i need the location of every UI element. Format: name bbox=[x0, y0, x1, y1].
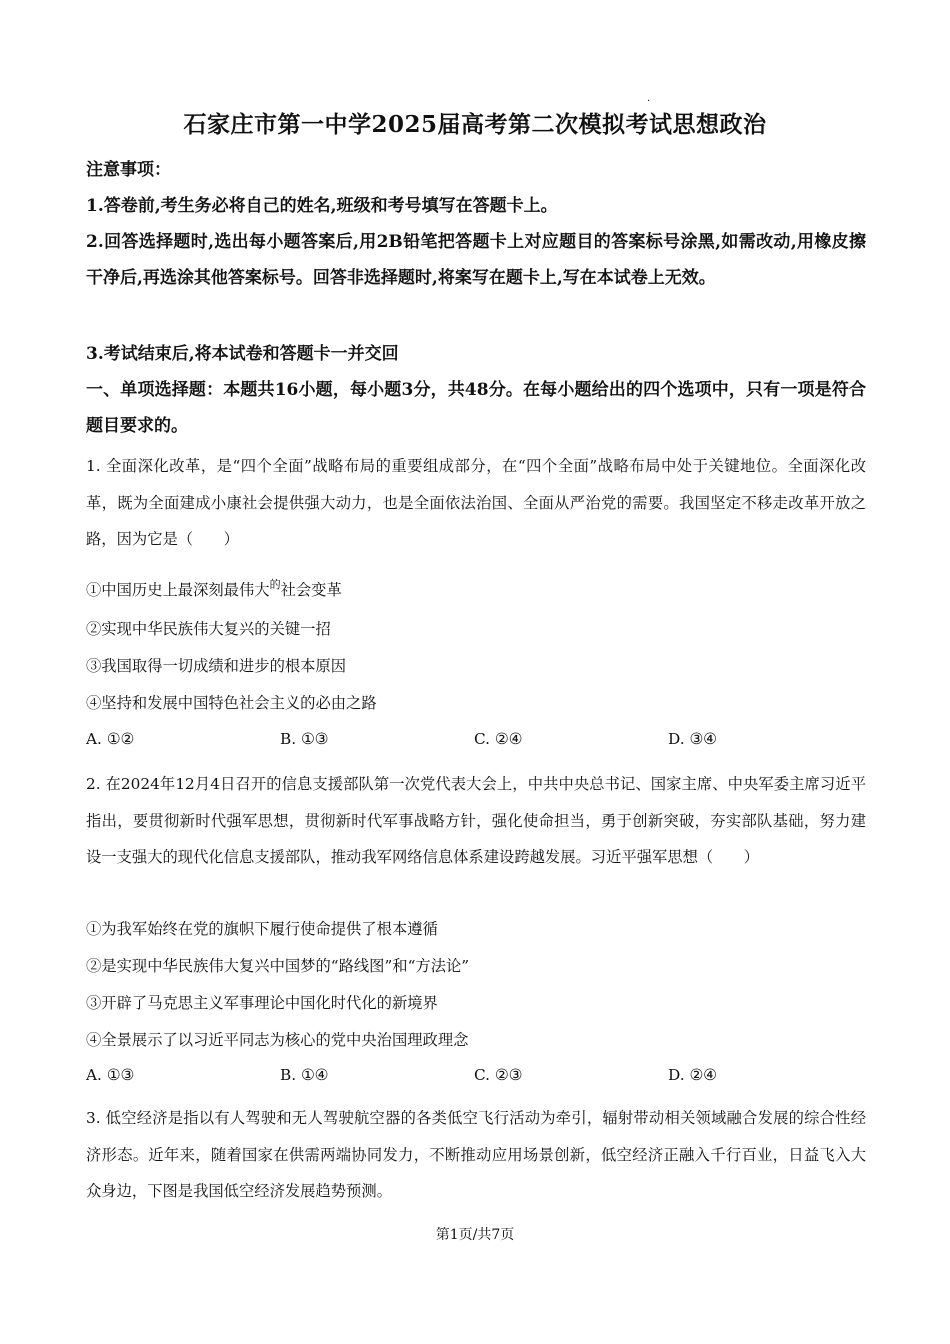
question-2-option-4: ④全景展示了以习近平同志为核心的党中央治国理政理念 bbox=[86, 1031, 469, 1049]
question-2-option-3: ③开辟了马克思主义军事理论中国化时代化的新境界 bbox=[86, 994, 438, 1012]
question-2-stem: 2. 在2024年12月4日召开的信息支援部队第一次党代表大会上，中共中央总书记、国家主席、中央军委主席习近平指出，要贯彻新时代强军思想，贯彻新时代军事战略方针，强化使命担当，勇于创新突破，夯实部队基础，努力建设一支强大的现代化信息支援部队，推动我军网络信息体系建设跨越发展。习近平强军思想（ ） bbox=[86, 775, 866, 866]
question-1-option-2: ②实现中华民族伟大复兴的关键一招 bbox=[86, 620, 331, 638]
question-1-option-3: ③我国取得一切成绩和进步的根本原因 bbox=[86, 657, 347, 675]
decorative-dot: · bbox=[647, 96, 651, 107]
choice-d: D. ②④ bbox=[668, 1066, 717, 1084]
notice-item-2: 2.回答选择题时,选出每小题答案后,用2B铅笔把答题卡上对应题目的答案标号涂黑,如需改动,用橡皮擦干净后,再选涂其他答案标号。回答非选择题时,将案写在题卡上,写在本试卷上无效。 bbox=[86, 232, 866, 288]
notice-item-1: 1.答卷前,考生务必将自己的姓名,班级和考号填写在答题卡上。 bbox=[86, 196, 558, 216]
choice-c: C. ②③ bbox=[474, 1066, 523, 1084]
choice-c: C. ②④ bbox=[474, 730, 523, 748]
choice-b: B. ①③ bbox=[280, 730, 329, 748]
question-1-stem: 1. 全面深化改革，是“四个全面”战略布局的重要组成部分，在“四个全面”战略布局中处于关键地位。全面深化改革，既为全面建成小康社会提供强大动力，也是全面依法治国、全面从严治党的需要。我国坚定不移走改革开放之路，因为它是（ ） bbox=[86, 457, 866, 548]
question-2-option-1: ①为我军始终在党的旗帜下履行使命提供了根本遵循 bbox=[86, 920, 438, 938]
section-heading: 一、单项选择题：本题共16小题，每小题3分，共48分。在每小题给出的四个选项中，只有一项是符合题目要求的。 bbox=[86, 380, 866, 436]
notice-item-3: 3.考试结束后,将本试卷和答题卡一并交回 bbox=[86, 344, 399, 364]
page-number: 第1页/共7页 bbox=[435, 1227, 515, 1243]
question-3-stem: 3. 低空经济是指以有人驾驶和无人驾驶航空器的各类低空飞行活动为牵引，辐射带动相关领域融合发展的综合性经济形态。近年来，随着国家在供需两端协同发力，不断推动应用场景创新，低空经济正融入千行百业，日益飞入大众身边，下图是我国低空经济发展趋势预测。 bbox=[86, 1109, 866, 1200]
choice-a: A. ①③ bbox=[86, 1066, 135, 1084]
choice-d: D. ③④ bbox=[668, 730, 717, 748]
choice-a: A. ①② bbox=[86, 730, 135, 748]
question-1-option-1: ①中国历史上最深刻最伟大$^的$社会变革 bbox=[86, 578, 342, 599]
page-title: 石家庄市第一中学2025届高考第二次模拟考试思想政治 bbox=[183, 111, 767, 138]
notice-heading: 注意事项： bbox=[86, 160, 171, 180]
question-1-option-4: ④坚持和发展中国特色社会主义的必由之路 bbox=[86, 694, 377, 712]
choice-b: B. ①④ bbox=[280, 1066, 329, 1084]
question-2-option-2: ②是实现中华民族伟大复兴中国梦的“路线图”和“方法论” bbox=[86, 957, 470, 975]
